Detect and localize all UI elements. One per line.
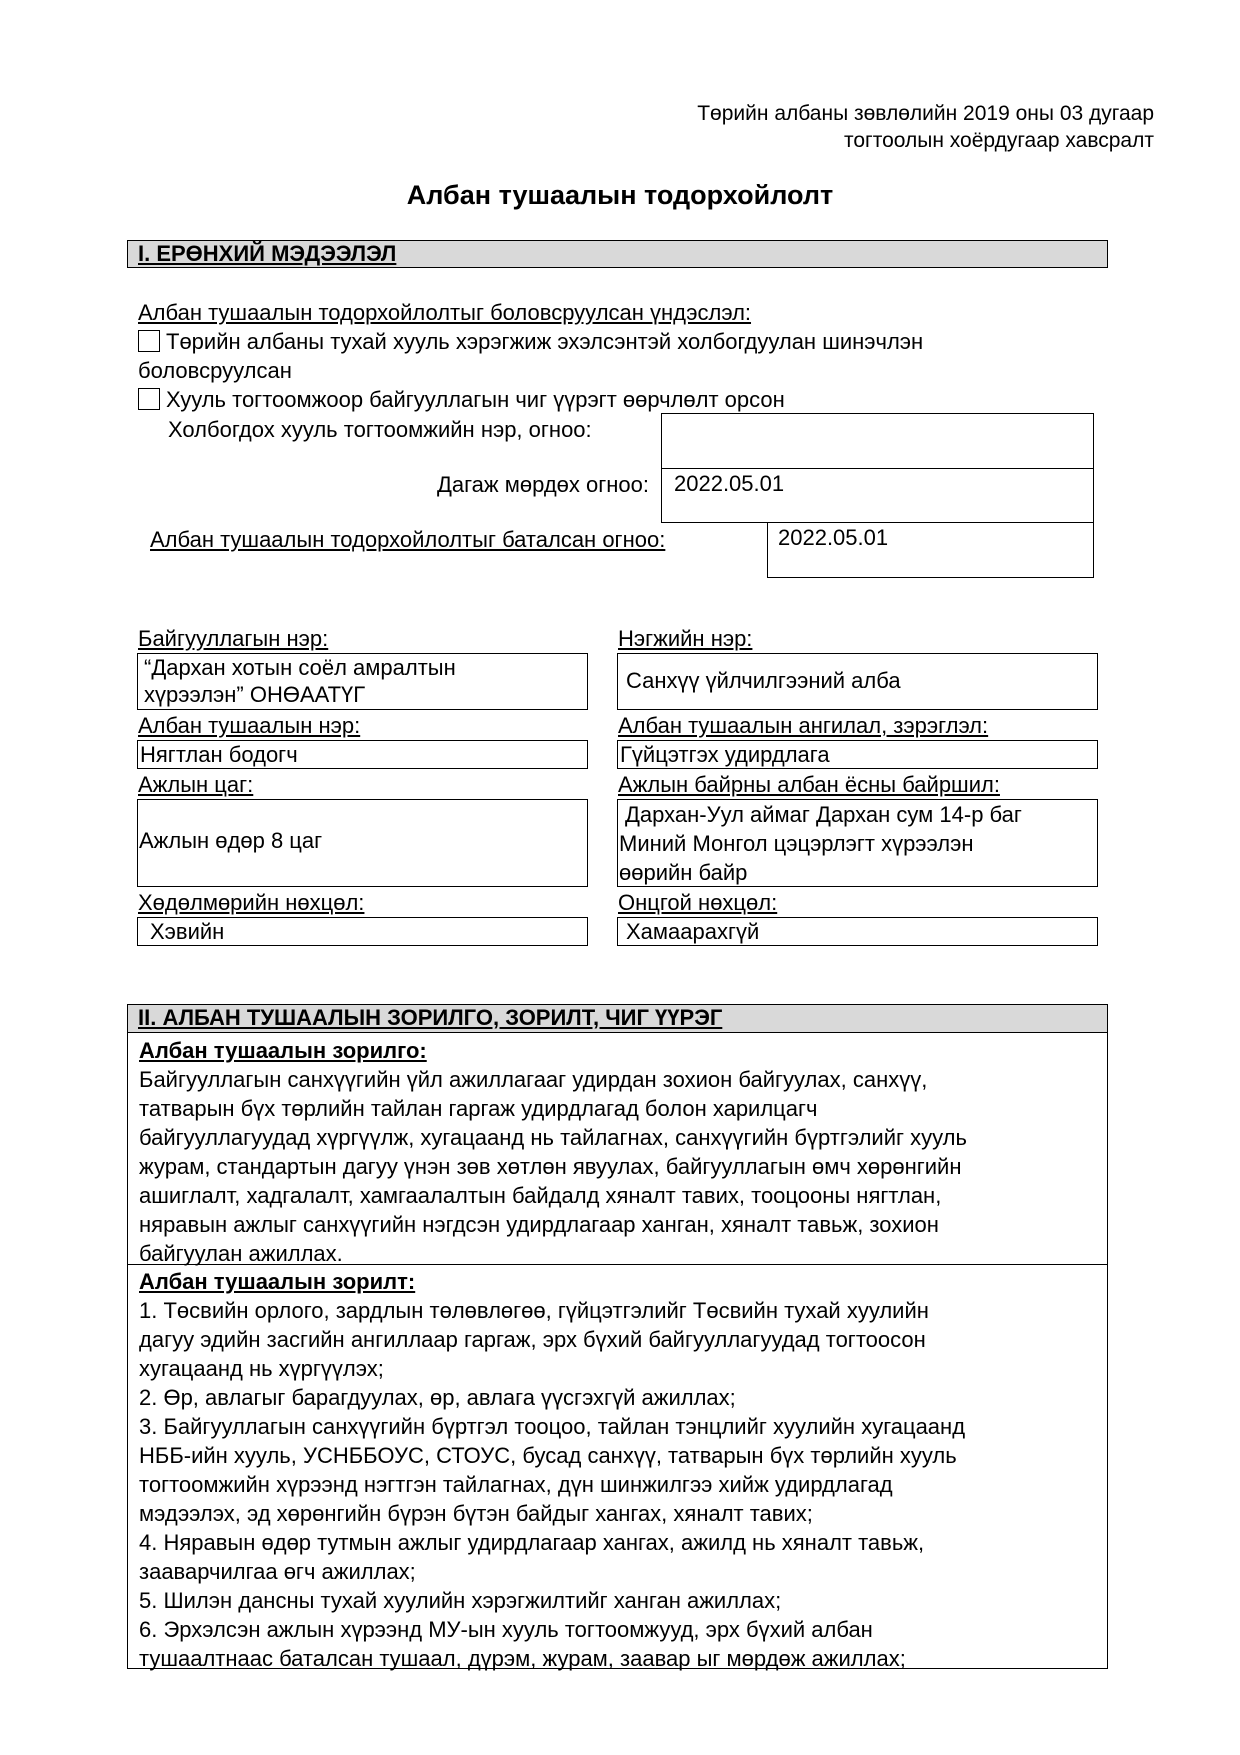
law-name-label: Холбогдох хууль тогтоомжийн нэр, огноо: [168,417,592,442]
purpose-line-6: няравын ажлыг санхүүгийн нэгдсэн удирдлагаар ханган, хяналт тавьж, зохион [139,1212,939,1237]
purpose-block [127,1032,1108,1265]
objective-line-10: зааварчилгаа өгч ажиллах; [139,1559,416,1584]
purpose-label: Албан тушаалын зорилго: [139,1038,427,1063]
law-name-field[interactable] [661,413,1094,469]
location-line1: Дархан-Уул аймаг Дархан сум 14-р баг [625,802,1022,827]
objective-line-7: тогтоомжийн хүрээнд нэгтгэн тайлагнах, дүн шинжилгээ хийж удирдлагад [139,1472,893,1497]
purpose-line-7: байгуулан ажиллах. [139,1241,343,1266]
objective-line-12: 6. Эрхэлсэн ажлын хүрээнд МУ-ын хууль тогтоомжууд, эрх бүхий албан [139,1617,873,1642]
objective-line-6: НББ-ийн хууль, УСНББОУС, СТОУС, бусад санхүү, татварын бүх төрлийн хууль [139,1443,957,1468]
header-note-line2: тогтоолын хоёрдугаар хавсралт [843,129,1154,152]
approved-date-value: 2022.05.01 [778,525,889,550]
section2-heading [127,1004,1108,1033]
option2-text: Хууль тогтоомжоор байгууллагын чиг үүрэгт өөрчлөлт орсон [166,387,785,412]
position-name-field[interactable] [137,740,588,769]
objective-line-2: дагуу эдийн засгийн ангиллаар гаргаж, эрх бүхий байгууллагуудад тогтоосон [139,1327,926,1352]
special-conditions-label: Онцгой нөхцөл: [618,890,778,915]
section1-heading-text: I. ЕРӨНХИЙ МЭДЭЭЛЭЛ [138,241,397,266]
position-name-label: Албан тушаалын нэр: [138,713,361,738]
objective-line-11: 5. Шилэн дансны тухай хуулийн хэрэгжилтийг ханган ажиллах; [139,1588,782,1613]
org-name-field[interactable] [137,653,588,710]
org-name-line2: хүрээлэн” ОНӨААТҮГ [144,682,366,707]
option2 [138,385,785,414]
effective-date-field[interactable] [661,468,1094,523]
purpose-line-3: байгууллагуудад хүргүүлж, хугацаанд нь тайлагнах, санхүүгийн бүртгэлийг хууль [139,1125,967,1150]
work-conditions-value: Хэвийн [150,919,225,944]
purpose-line-4: журам, стандартын дагуу үнэн зөв хөтлөн явуулах, байгууллагын өмч хөрөнгийн [139,1154,962,1179]
unit-name-field[interactable] [617,653,1098,710]
option2-checkbox[interactable] [138,388,160,410]
objective-line-3: хугацаанд нь хүргүүлэх; [139,1356,384,1381]
section2-heading-text: II. АЛБАН ТУШААЛЫН ЗОРИЛГО, ЗОРИЛТ, ЧИГ ҮҮРЭГ [138,1005,723,1030]
page-title: Албан тушаалын тодорхойлолт [406,180,834,210]
unit-name-value: Санхүү үйлчилгээний алба [626,668,901,693]
special-conditions-field[interactable] [617,917,1098,946]
work-conditions-field[interactable] [137,917,588,946]
location-line2: Миний Монгол цэцэрлэгт хүрээлэн [619,831,974,856]
work-conditions-label: Хөдөлмөрийн нөхцөл: [138,890,365,915]
option1-cont: боловсруулсан [138,358,292,383]
approved-date-field[interactable] [767,522,1094,578]
location-line3: өөрийн байр [619,860,748,885]
header-note-line1: Төрийн албаны зөвлөлийн 2019 оны 03 дугаар [697,102,1154,125]
org-name-line1: “Дархан хотын соёл амралтын [144,655,456,680]
effective-date-value: 2022.05.01 [674,471,785,496]
objective-line-8: мэдээлэх, эд хөрөнгийн бүрэн бүтэн байдыг хангах, хяналт тавих; [139,1501,813,1526]
option1 [138,327,923,356]
position-name-value: Нягтлан бодогч [140,742,298,767]
objective-line-5: 3. Байгууллагын санхүүгийн бүртгэл тооцоо, тайлан тэнцлийг хуулийн хугацаанд [139,1414,966,1439]
position-class-value: Гүйцэтгэх удирдлага [620,742,830,767]
position-class-field[interactable] [617,740,1098,769]
option1-checkbox[interactable] [138,330,160,352]
objectives-block [127,1264,1108,1669]
objective-line-9: 4. Няравын өдөр тутмын ажлыг удирдлагаар хангах, ажилд нь хяналт тавьж, [139,1530,925,1555]
section1-heading [127,240,1108,268]
objective-line-1: 1. Төсвийн орлого, зардлын төлөвлөгөө, гүйцэтгэлийг Төсвийн тухай хуулийн [139,1298,929,1323]
org-name-label: Байгууллагын нэр: [138,626,329,651]
work-hours-value: Ажлын өдөр 8 цаг [139,828,323,853]
objective-line-4: 2. Өр, авлагыг барагдуулах, өр, авлага үүсгэхгүй ажиллах; [139,1385,736,1410]
purpose-line-1: Байгууллагын санхүүгийн үйл ажиллагааг удирдан зохион байгуулах, санхүү, [139,1067,928,1092]
approved-date-label: Албан тушаалын тодорхойлолтыг баталсан огноо: [150,527,666,552]
effective-date-label: Дагаж мөрдөх огноо: [436,472,649,497]
basis-label: Албан тушаалын тодорхойлолтыг боловсруулсан үндэслэл: [138,300,752,325]
position-class-label: Албан тушаалын ангилал, зэрэглэл: [618,713,989,738]
location-field[interactable] [617,799,1098,887]
location-label: Ажлын байрны албан ёсны байршил: [618,772,1000,797]
header-note [697,100,1154,154]
unit-name-label: Нэгжийн нэр: [618,626,753,651]
option1-text: Төрийн албаны тухай хууль хэрэгжиж эхэлсэнтэй холбогдуулан шинэчлэн [166,329,924,354]
purpose-line-5: ашиглалт, хадгалалт, хамгаалалтын байдалд хяналт тавих, тооцооны нягтлан, [139,1183,942,1208]
objective-line-13: тушаалтнаас баталсан тушаал, дүрэм, журам, заавар ыг мөрдөж ажиллах; [139,1646,906,1671]
objectives-label: Албан тушаалын зорилт: [139,1269,416,1294]
work-hours-label: Ажлын цаг: [138,772,254,797]
purpose-line-2: татварын бүх төрлийн тайлан гаргаж удирдлагад болон харилцагч [139,1096,818,1121]
work-hours-field[interactable] [137,799,588,887]
special-conditions-value: Хамаарахгүй [626,919,760,944]
